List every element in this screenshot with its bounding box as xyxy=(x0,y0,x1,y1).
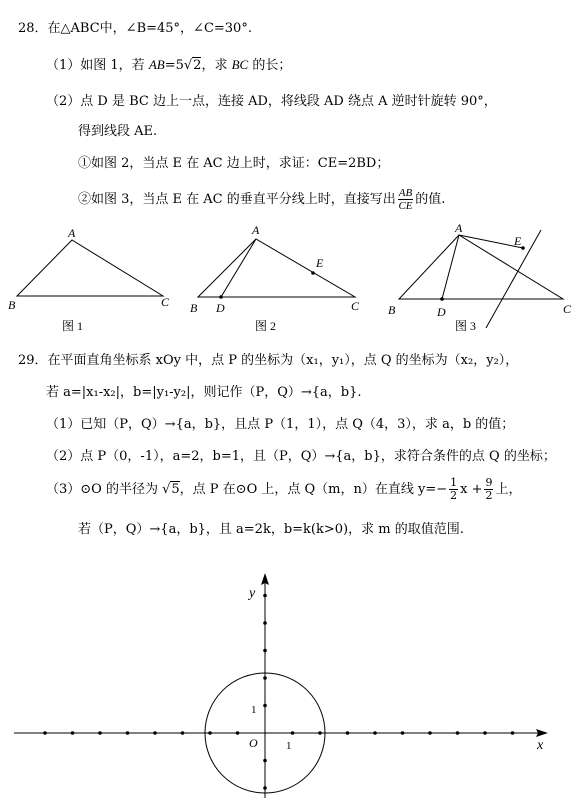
q28-stem: 28．在△ABC中，∠B=45°，∠C=30°. xyxy=(18,21,252,36)
triangle-abc-1 xyxy=(17,240,163,296)
x-grid-dot xyxy=(126,731,130,735)
fig1-caption: 图 1 xyxy=(62,319,84,333)
fig1-label-a: A xyxy=(68,226,76,240)
fig1-label-b: B xyxy=(8,298,16,312)
fig2-caption: 图 2 xyxy=(255,319,277,333)
x-grid-dot xyxy=(71,731,75,735)
x-grid-dot xyxy=(291,731,295,735)
figure-3 xyxy=(399,230,563,328)
q29-part3-line2: 若（P，Q）→{a，b}，且 a=2k，b=k(k>0)，求 m 的取值范围. xyxy=(78,522,464,537)
fig3-label-d: D xyxy=(437,305,446,319)
fig3-label-c: C xyxy=(563,302,572,316)
q28-figures xyxy=(0,0,585,345)
q29-part1: （1）已知（P，Q）→{a，b}，且点 P（1，1），点 Q（4，3），求 a，b 的值； xyxy=(46,417,515,432)
x-grid-dot xyxy=(483,731,487,735)
fig1-label-c: C xyxy=(161,295,170,309)
fig3-label-a: A xyxy=(455,221,463,235)
x-grid-dot xyxy=(511,731,515,735)
fig3-point-e xyxy=(521,246,525,250)
figure-2 xyxy=(198,239,355,297)
y-grid-dot xyxy=(263,704,267,708)
figure-1 xyxy=(17,240,163,296)
x-grid-dot xyxy=(346,731,350,735)
fig2-point-d xyxy=(219,295,223,299)
coordinate-plane xyxy=(0,569,585,799)
q29-line2: 若 a=|x₁-x₂|，b=|y₁-y₂|，则记作（P，Q）→{a，b}. xyxy=(46,385,362,400)
q29-part2: （2）点 P（0，-1），a=2，b=1，且（P，Q）→{a，b}，求符合条件的点 Q 的坐标； xyxy=(46,449,556,464)
y-tick-1-label: 1 xyxy=(251,704,257,716)
fig2-label-c: C xyxy=(351,299,360,313)
x-grid-dot xyxy=(43,731,47,735)
x-grid-dot xyxy=(153,731,157,735)
fig2-label-b: B xyxy=(190,301,198,315)
q28-part1: （1）如图 1，若 AB=5√2，求 BC 的长； xyxy=(46,57,292,73)
origin-label: O xyxy=(249,736,258,750)
segment-ad-2 xyxy=(221,239,256,297)
fig2-label-d: D xyxy=(216,301,225,315)
q29-part3: （3）⊙O 的半径为 √5，点 P 在⊙O 上，点 Q（m，n）在直线 y=− $\frac{1}{2}$ x + $\frac{9}{2}$ 上， xyxy=(46,476,522,502)
grid-dots xyxy=(43,594,514,790)
q29-line1: 29．在平面直角坐标系 xOy 中，点 P 的坐标为（x₁，y₁），点 Q 的坐标为（x₂，y₂）， xyxy=(18,353,519,368)
fig2-label-a: A xyxy=(252,223,260,237)
x-grid-dot xyxy=(428,731,432,735)
q28-part2-line2: 得到线段 AE. xyxy=(78,124,158,139)
x-grid-dot xyxy=(181,731,185,735)
y-axis-label: y xyxy=(249,586,256,601)
fig2-label-e: E xyxy=(316,256,324,270)
x-grid-dot xyxy=(318,731,322,735)
fig3-label-b: B xyxy=(388,303,396,317)
x-grid-dot xyxy=(373,731,377,735)
y-grid-dot xyxy=(263,621,267,625)
fig3-caption: 图 3 xyxy=(455,319,477,333)
y-grid-dot xyxy=(263,594,267,598)
fig3-point-d xyxy=(440,297,444,301)
x-axis-label: x xyxy=(537,738,544,753)
x-grid-dot xyxy=(401,731,405,735)
q28-part2-line1: （2）点 D 是 BC 边上一点，连接 AD，将线段 AD 绕点 A 逆时针旋转 90°， xyxy=(46,94,497,109)
triangle-abc-2 xyxy=(198,239,355,297)
fig3-label-e: E xyxy=(514,234,522,248)
q28-sub1: ①如图 2，当点 E 在 AC 边上时，求证：CE=2BD； xyxy=(78,156,390,171)
triangle-abc-3 xyxy=(399,235,563,299)
x-grid-dot xyxy=(236,731,240,735)
x-grid-dot xyxy=(98,731,102,735)
q28-sub2: ②如图 3，当点 E 在 AC 的垂直平分线上时，直接写出 $\frac{AB}{CE}$ 的值. xyxy=(78,187,446,212)
y-grid-dot xyxy=(263,676,267,680)
y-grid-dot xyxy=(263,759,267,763)
y-grid-dot xyxy=(263,786,267,790)
y-grid-dot xyxy=(263,649,267,653)
x-grid-dot xyxy=(456,731,460,735)
fig2-point-e xyxy=(311,271,315,275)
x-tick-1-label: 1 xyxy=(286,740,292,752)
x-grid-dot xyxy=(208,731,212,735)
